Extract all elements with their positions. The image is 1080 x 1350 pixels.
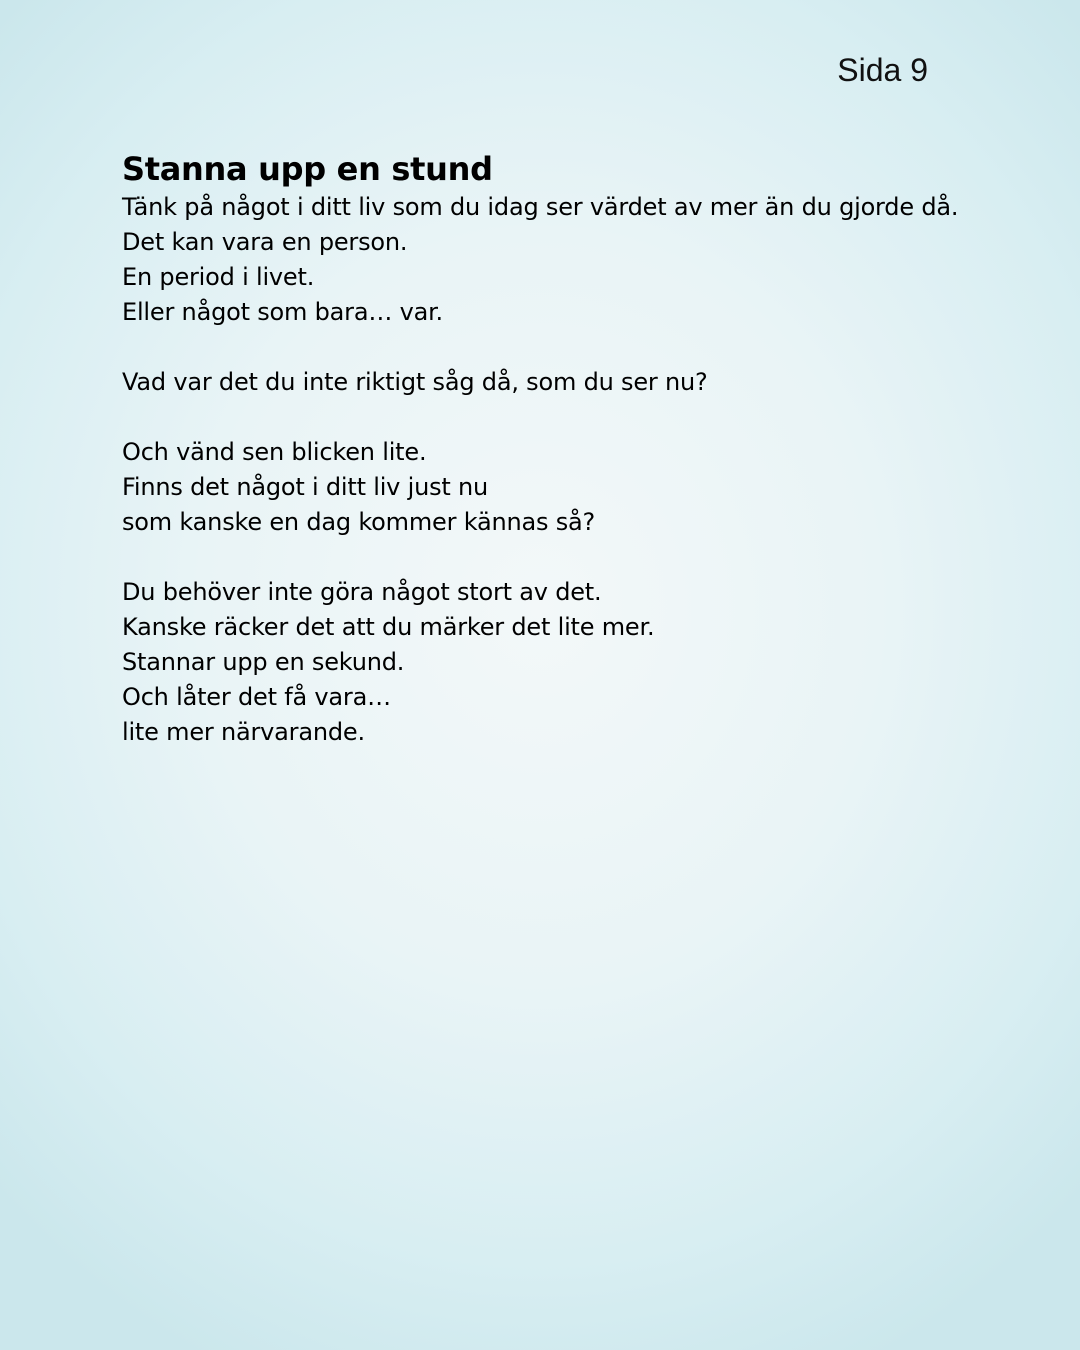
text-line: Och låter det få vara… [122,683,391,711]
text-line: Kanske räcker det att du märker det lite mer. [122,613,655,641]
text-line: som kanske en dag kommer kännas så? [122,508,596,536]
text-line: Det kan vara en person. [122,228,408,256]
text-section [122,148,992,785]
text-line: En period i livet. [122,263,315,291]
section-title: Stanna upp en stund [122,150,493,188]
paragraph-3 [122,435,992,540]
text-line: Du behöver inte göra något stort av det. [122,578,602,606]
text-line: lite mer närvarande. [122,718,365,746]
paragraph-2 [122,365,992,400]
text-line: Och vänd sen blicken lite. [122,438,427,466]
text-line: Stannar upp en sekund. [122,648,405,676]
paragraph-4 [122,575,992,750]
text-line: Tänk på något i ditt liv som du idag ser värdet av mer än du gjorde då. [122,193,959,221]
text-line: Vad var det du inte riktigt såg då, som du ser nu? [122,368,708,396]
paragraph-1 [122,190,992,330]
page-number: Sida 9 [837,52,928,88]
text-line: Finns det något i ditt liv just nu [122,473,489,501]
text-line: Eller något som bara… var. [122,298,443,326]
